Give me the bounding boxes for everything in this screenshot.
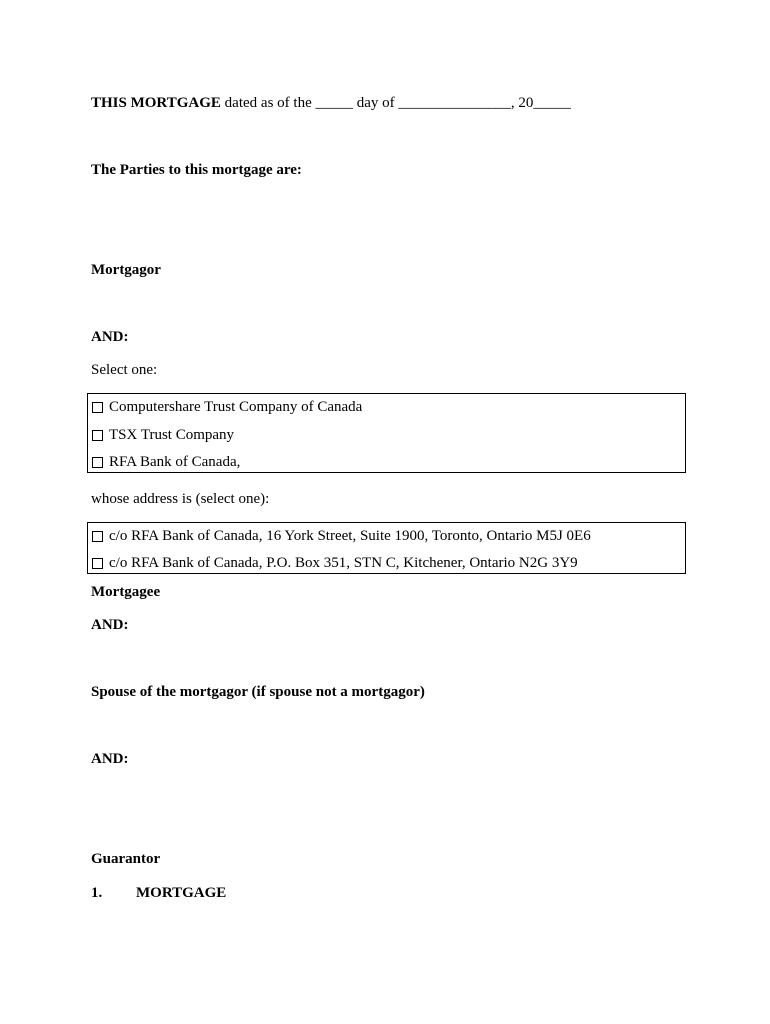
lender-option-computershare[interactable]: [92, 398, 362, 416]
lender-option-rfa[interactable]: [92, 453, 240, 471]
section-number: 1.: [91, 885, 103, 901]
guarantor-label: Guarantor: [91, 851, 161, 867]
lender-option-label: RFA Bank of Canada,: [109, 454, 241, 470]
address-option-label: c/o RFA Bank of Canada, P.O. Box 351, STN C, Kitchener, Ontario N2G 3Y9: [109, 555, 578, 571]
checkbox-icon[interactable]: [92, 402, 103, 413]
lender-option-tsx[interactable]: [92, 426, 234, 444]
address-label: whose address is (select one):: [91, 491, 270, 507]
parties-heading: The Parties to this mortgage are:: [91, 162, 302, 178]
lender-option-label: Computershare Trust Company of Canada: [109, 399, 363, 415]
and-label-1: AND:: [91, 329, 129, 345]
address-option-kitchener[interactable]: [92, 554, 578, 572]
mortgagor-label: Mortgagor: [91, 262, 161, 278]
checkbox-icon[interactable]: [92, 558, 103, 569]
address-options-box: [87, 522, 686, 574]
section-title: MORTGAGE: [136, 885, 227, 901]
select-one-label: Select one:: [91, 362, 158, 378]
checkbox-icon[interactable]: [92, 430, 103, 441]
checkbox-icon[interactable]: [92, 531, 103, 542]
mortgage-date-text: dated as of the _____ day of _______________, 20_____: [220, 95, 571, 111]
mortgagee-label: Mortgagee: [91, 584, 161, 600]
and-label-2: AND:: [91, 617, 129, 633]
lender-options-box: [87, 393, 686, 473]
mortgage-date-lead: THIS MORTGAGE: [91, 95, 221, 111]
address-option-toronto[interactable]: [92, 527, 591, 545]
checkbox-icon[interactable]: [92, 457, 103, 468]
address-option-label: c/o RFA Bank of Canada, 16 York Street, Suite 1900, Toronto, Ontario M5J 0E6: [109, 528, 591, 544]
mortgage-date-line: [91, 94, 571, 112]
lender-option-label: TSX Trust Company: [109, 427, 235, 443]
section-heading: [91, 884, 226, 902]
and-label-3: AND:: [91, 751, 129, 767]
spouse-label: Spouse of the mortgagor (if spouse not a mortgagor): [91, 684, 425, 700]
